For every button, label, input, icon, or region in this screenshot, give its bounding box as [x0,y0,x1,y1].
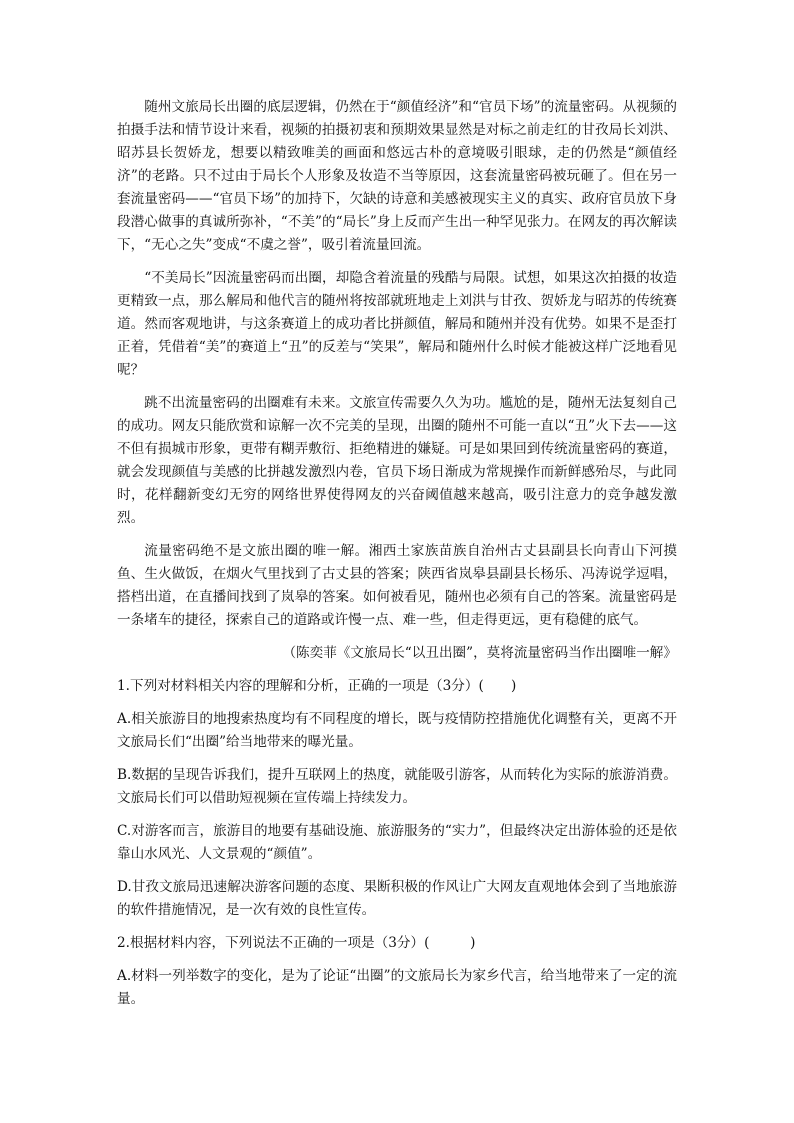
question-1-option-d: D.甘孜文旅局迅速解决游客问题的态度、果断积极的作风让广大网友直观地体会到了当地旅游的软件措施情况，是一次有效的良性宣传。 [117,879,677,918]
question-2-stem: 2.根据材料内容，下列说法不正确的一项是（3分）( ) [117,935,476,951]
document-page [117,96,677,1021]
question-2-option-a: A.材料一列举数字的变化，是为了论证“出圈”的文旅局长为家乡代言，给当地带来了一定的流量。 [117,968,677,1007]
paragraph-3: 跳不出流量密码的出圈难有未来。文旅宣传需要久久为功。尴尬的是，随州无法复刻自己的成功。网友只能欣赏和谅解一次不完美的呈现，出圈的随州不可能一直以“丑”火下去——这不但有损城市形象，更带有糊弄敷衍、拒绝精进的嫌疑。可是如果回到传统流量密码的赛道，就会发现颜值与美感的比拼越发激烈内卷，官员下场日渐成为常规操作而新鲜感殆尽，与此同时，花样翻新变幻无穷的网络世界使得网友的兴奋阈值越来越高，吸引注意力的竞争越发激烈。 [117,395,677,526]
source-citation: （陈奕菲《文旅局长“以丑出圈”，莫将流量密码当作出圈唯一解》 [282,645,677,661]
question-1-option-a: A.相关旅游目的地搜索热度均有不同程度的增长，既与疫情防控措施优化调整有关，更离不开文旅局长们“出圈”给当地带来的曝光量。 [117,711,677,750]
question-1-option-b: B.数据的呈现告诉我们，提升互联网上的热度，就能吸引游客，从而转化为实际的旅游消费。文旅局长们可以借助短视频在宣传端上持续发力。 [117,767,677,806]
paragraph-1: 随州文旅局长出圈的底层逻辑，仍然在于“颜值经济”和“官员下场”的流量密码。从视频的拍摄手法和情节设计来看，视频的拍摄初衷和预期效果显然是对标之前走红的甘孜局长刘洪、昭苏县长贺娇龙，想要以精致唯美的画面和悠远古朴的意境吸引眼球，走的仍然是“颜值经济”的老路。只不过由于局长个人形象及妆造不当等原因，这套流量密码被玩砸了。但在另一套流量密码——“官员下场”的加持下，欠缺的诗意和美感被现实主义的真实、政府官员放下身段潜心做事的真诚所弥补，“不美”的“局长”身上反而产生出一种罕见张力。在网友的再次解读下，“无心之失”变成“不虞之誉”，吸引着流量回流。 [117,99,677,253]
question-1-option-c: C.对游客而言，旅游目的地要有基础设施、旅游服务的“实力”，但最终决定出游体验的还是依靠山水风光、人文景观的“颜值”。 [117,823,677,862]
paragraph-4: 流量密码绝不是文旅出圈的唯一解。湘西土家族苗族自治州古丈县副县长向青山下河摸鱼、生火做饭，在烟火气里找到了古丈县的答案；陕西省岚皋县副县长杨乐、冯涛说学逗唱，搭档出道，在直播间找到了岚皋的答案。如何被看见，随州也必须有自己的答案。流量密码是一条堵车的捷径，探索自己的道路或许慢一点、难一些，但走得更远，更有稳健的底气。 [117,543,677,628]
paragraph-2: “不美局长”因流量密码而出圈，却隐含着流量的残酷与局限。试想，如果这次拍摄的妆造更精致一点，那么解局和他代言的随州将按部就班地走上刘洪与甘孜、贺娇龙与昭苏的传统赛道。然而客观地讲，与这条赛道上的成功者比拼颜值，解局和随州并没有优势。如果不是歪打正着，凭借着“美”的赛道上“丑”的反差与“笑果”，解局和随州什么时候才能被这样广泛地看见呢？ [117,270,677,378]
question-1-stem: 1.下列对材料相关内容的理解和分析，正确的一项是（3分）( ) [117,678,517,694]
